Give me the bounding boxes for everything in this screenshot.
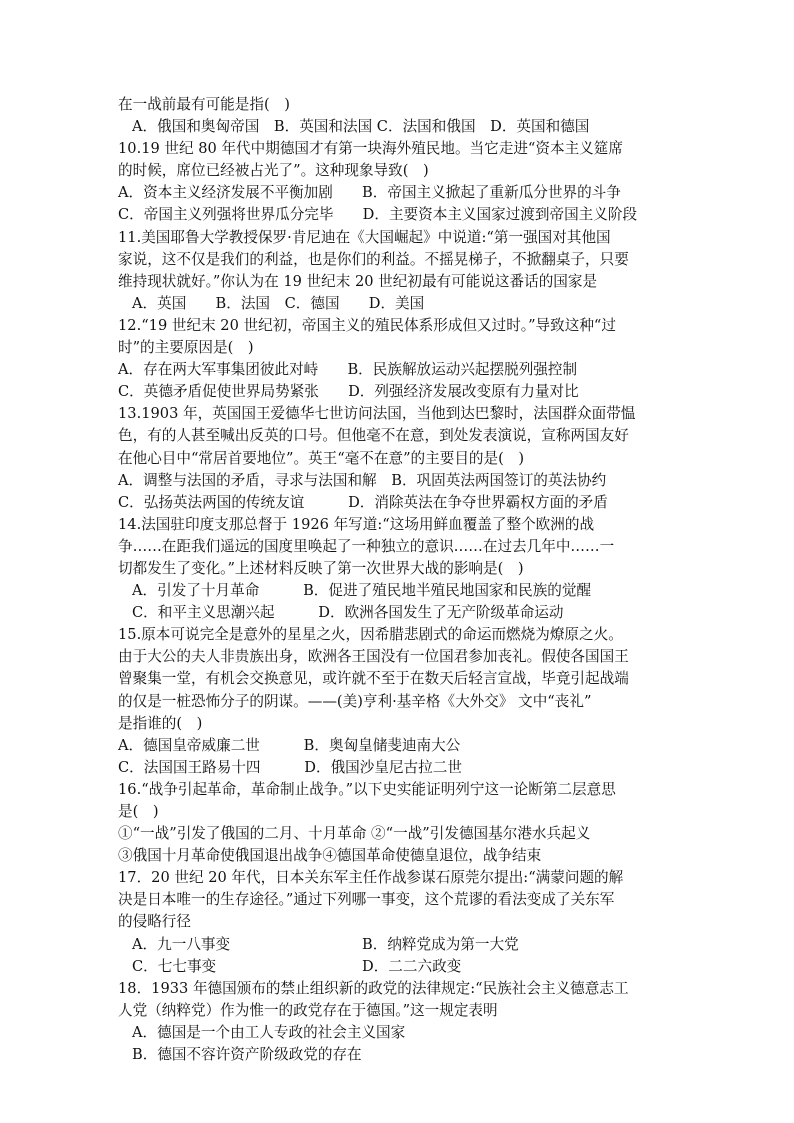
q16-stem-line2: 是( ) bbox=[118, 803, 159, 820]
q18-stem-line1: 18．1933 年德国颁布的禁止组织新的政党的法律规定:“民族社会主义德意志工 bbox=[118, 979, 629, 997]
q15-stem-line5: 是指谁的( ) bbox=[118, 714, 203, 732]
q18-option-a: A．德国是一个由工人专政的社会主义国家 bbox=[132, 1023, 406, 1041]
q16-stem-line1: 16.“战争引起革命，革命制止战争。”以下史实能证明列宁这一论断第二层意思 bbox=[118, 780, 616, 798]
q12-stem-line1: 12.“19 世纪末 20 世纪初，帝国主义的殖民体系形成但又过时。”导致这种“过 bbox=[118, 316, 616, 334]
q13-stem-line2: 色，有的人甚至喊出反英的口号。但他毫不在意，到处发表演说，宣称两国友好 bbox=[118, 427, 629, 445]
q17-stem-line2: 决是日本唯一的生存途径。”通过下列哪一事变，这个荒谬的看法变成了关东军 bbox=[118, 891, 615, 909]
q13-options-ab: A．调整与法国的矛盾，寻求与法国和解 B．巩固英法两国签订的英法协约 bbox=[118, 471, 607, 489]
q10-options-ab: A．资本主义经济发展不平衡加剧 B．帝国主义掀起了重新瓜分世界的斗争 bbox=[118, 184, 621, 202]
q18-stem-line2: 人党（纳粹党）作为惟一的政党存在于德国。”这一规定表明 bbox=[118, 1001, 498, 1019]
q14-stem-line2: 争……在距我们遥远的国度里唤起了一种独立的意识……在过去几年中……一 bbox=[118, 537, 615, 555]
q15-options-cd: C．法国国王路易十四 D．俄国沙皇尼古拉二世 bbox=[118, 758, 462, 776]
exam-page bbox=[118, 94, 678, 1066]
q9-options: A．俄国和奥匈帝国 B．英国和法国 C．法国和俄国 D．英国和德国 bbox=[132, 118, 590, 136]
q14-stem-line3: 切都发生了变化。”上述材料反映了第一次世界大战的影响是( ) bbox=[118, 559, 524, 577]
q14-options-cd: C．和平主义思潮兴起 D．欧洲各国发生了无产阶级革命运动 bbox=[132, 604, 564, 622]
q16-statements-34: ③俄国十月革命使俄国退出战争④德国革命使德皇退位，战争结束 bbox=[118, 847, 542, 865]
q14-stem-line1: 14.法国驻印度支那总督于 1926 年写道:“这场用鲜血覆盖了整个欧洲的战 bbox=[118, 515, 595, 533]
q13-options-cd: C．弘扬英法两国的传统友谊 D．消除英法在争夺世界霸权方面的矛盾 bbox=[118, 493, 608, 511]
q11-options: A．英国 B．法国 C．德国 D．美国 bbox=[132, 294, 425, 312]
q17-stem-line3: 的侵略行径 bbox=[118, 913, 191, 931]
q15-stem-line2: 由于大公的夫人非贵族出身，欧洲各王国没有一位国君参加丧礼。假使各国国王 bbox=[118, 648, 629, 666]
q12-options-cd: C．英德矛盾促使世界局势紧张 D．列强经济发展改变原有力量对比 bbox=[118, 383, 579, 401]
q15-stem-line3: 曾聚集一堂，有机会交换意见，或许就不至于在数天后轻言宣战，毕竟引起战端 bbox=[118, 670, 629, 688]
q14-options-ab: A．引发了十月革命 B．促进了殖民地半殖民地国家和民族的觉醒 bbox=[132, 582, 592, 600]
q9-stem-end: 在一战前最有可能是指( ) bbox=[118, 96, 290, 113]
q17-option-d: D．二二六政变 bbox=[362, 957, 462, 975]
q16-statements-12: ①“一战”引发了俄国的二月、十月革命 ②“一战”引发德国基尔港水兵起义 bbox=[118, 825, 591, 843]
q17-option-b: B．纳粹党成为第一大党 bbox=[362, 935, 519, 953]
q13-stem-line3: 在他心目中“常居首要地位”。英王“毫不在意”的主要目的是( ) bbox=[118, 449, 525, 467]
q17-option-c: C．七七事变 bbox=[132, 957, 217, 975]
q17-option-a: A．九一八事变 bbox=[132, 935, 231, 953]
q15-options-ab: A．德国皇帝威廉二世 B．奥匈皇储斐迪南大公 bbox=[118, 736, 461, 754]
q10-options-cd: C．帝国主义列强将世界瓜分完毕 D．主要资本主义国家过渡到帝国主义阶段 bbox=[118, 206, 638, 224]
q12-stem-line2: 时”的主要原因是( ) bbox=[118, 339, 254, 357]
q17-stem-line1: 17．20 世纪 20 年代，日本关东军主任作战参谋石原莞尔提出:“满蒙问题的解 bbox=[118, 869, 624, 887]
q11-stem-line2: 家说，这不仅是我们的利益，也是你们的利益。不摇晃梯子，不掀翻桌子，只要 bbox=[118, 250, 629, 268]
q12-options-ab: A．存在两大军事集团彼此对峙 B．民族解放运动兴起摆脱列强控制 bbox=[118, 361, 578, 379]
q15-stem-line1: 15.原本可说完全是意外的星星之火，因希腊悲剧式的命运而燃烧为燎原之火。 bbox=[118, 626, 623, 644]
q17-options-ab bbox=[118, 934, 678, 956]
q18-option-b: B．德国不容许资产阶级政党的存在 bbox=[132, 1046, 362, 1064]
q13-stem-line1: 13.1903 年，英国国王爱德华七世访问法国，当他到达巴黎时，法国群众面带愠 bbox=[118, 405, 636, 423]
q11-stem-line3: 维持现状就好。”你认为在 19 世纪末 20 世纪初最有可能说这番话的国家是 bbox=[118, 272, 598, 290]
q11-stem-line1: 11.美国耶鲁大学教授保罗·肯尼迪在《大国崛起》中说道:“第一强国对其他国 bbox=[118, 228, 611, 246]
q17-options-cd bbox=[118, 956, 678, 978]
q15-stem-line4: 的仅是一桩恐怖分子的阴谋。——(美)亨利·基辛格《大外交》 文中“丧礼” bbox=[118, 692, 592, 710]
q10-stem-line2: 的时候，席位已经被占光了”。这种现象导致( ) bbox=[118, 162, 429, 180]
q10-stem-line1: 10.19 世纪 80 年代中期德国才有第一块海外殖民地。当它走进“资本主义筵席 bbox=[118, 140, 623, 158]
